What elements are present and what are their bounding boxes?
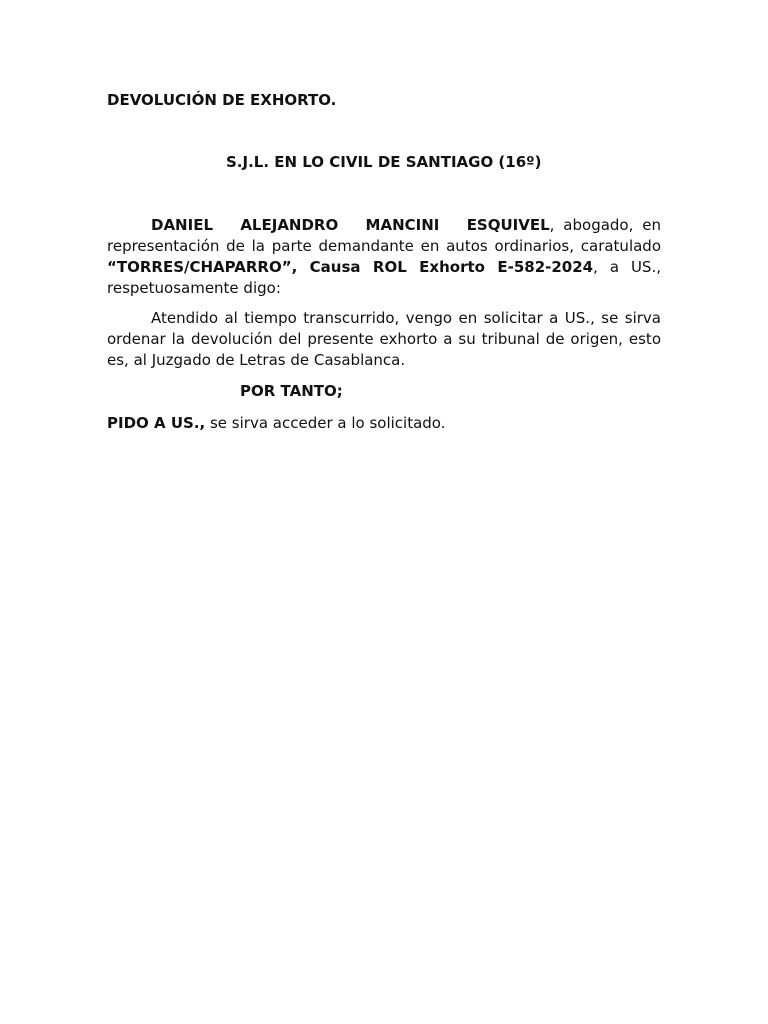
- intro-text-a: , abogado, en representación de la parte demandante en autos ordinarios, caratulado: [107, 216, 661, 255]
- court-addressee: S.J.L. EN LO CIVIL DE SANTIAGO (16º): [226, 153, 542, 171]
- lawyer-name: DANIEL ALEJANDRO MANCINI ESQUIVEL: [151, 216, 550, 234]
- case-reference: “TORRES/CHAPARRO”, Causa ROL Exhorto E-582-2024: [107, 258, 594, 276]
- petition-text: se sirva acceder a lo solicitado.: [205, 414, 446, 432]
- paragraph-petition: [107, 413, 661, 434]
- por-tanto: POR TANTO;: [240, 382, 343, 400]
- petition-lead: PIDO A US.,: [107, 414, 206, 432]
- paragraph-introduction: [107, 215, 661, 299]
- document-heading: DEVOLUCIÓN DE EXHORTO.: [107, 91, 337, 109]
- paragraph-request: Atendido al tiempo transcurrido, vengo en solicitar a US., se sirva ordenar la devolución del presente exhorto a su tribunal de origen, esto es, al Juzgado de Letras de Casablanca.: [107, 309, 661, 369]
- intro-text-b: , a US., respetuosamente digo:: [107, 258, 661, 297]
